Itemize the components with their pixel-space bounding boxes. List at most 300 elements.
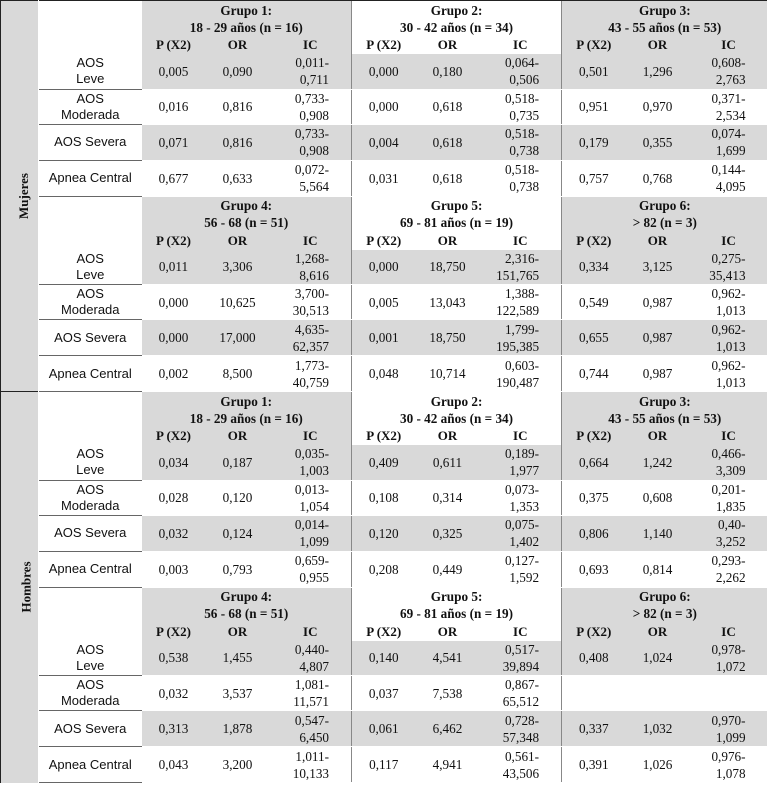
ci-upper: 1,977	[509, 463, 540, 479]
table-body	[1, 1, 767, 783]
table-row	[1, 551, 767, 587]
column-header: IC	[690, 427, 767, 445]
row-label	[39, 551, 142, 587]
row-label-line: Apnea Central	[48, 561, 132, 576]
row-label-line: AOS	[76, 677, 104, 692]
ci-upper: 1,078	[715, 765, 746, 781]
p-value-cell: 0,117	[352, 747, 416, 783]
ci-lower: 0,547-	[294, 712, 329, 728]
row-label	[39, 747, 142, 783]
ci-upper: 1,099	[299, 534, 329, 549]
confidence-interval-cell	[270, 551, 352, 587]
ci-lower: 0,466-	[711, 446, 746, 462]
column-header: OR	[206, 232, 270, 250]
ci-upper: 1,402	[509, 534, 540, 549]
table-row	[1, 711, 767, 747]
ci-lower: 0,603-	[504, 357, 540, 373]
group-header-row	[1, 1, 767, 37]
p-value-cell: 0,016	[142, 89, 206, 124]
group-title: Grupo 1:	[220, 2, 273, 18]
p-value-cell: 0,034	[142, 445, 206, 480]
ci-lower: 1,799-	[504, 321, 540, 337]
confidence-interval-cell	[690, 445, 767, 480]
group-header	[562, 1, 767, 37]
confidence-interval-cell	[690, 250, 767, 285]
odds-ratio-cell: 1,878	[206, 711, 270, 747]
ci-lower: 1,268-	[294, 250, 329, 266]
ci-upper: 2,262	[715, 570, 746, 585]
p-value-cell: 0,002	[142, 356, 206, 392]
column-header: IC	[270, 623, 352, 641]
column-header: P (X2)	[562, 427, 626, 445]
confidence-interval-cell	[270, 480, 352, 515]
confidence-interval-cell	[270, 641, 352, 676]
p-value-cell	[562, 676, 626, 711]
table-row	[1, 54, 767, 89]
row-label-line: AOS Severa	[54, 525, 127, 540]
ci-upper: 0,738	[509, 143, 540, 158]
ci-lower: 0,728-	[504, 712, 540, 728]
corner-blank	[39, 587, 142, 641]
odds-ratio-cell: 0,816	[206, 124, 270, 160]
confidence-interval-cell	[480, 356, 562, 392]
confidence-interval-cell	[690, 160, 767, 196]
group-range: 43 - 55 años (n = 53)	[608, 410, 722, 426]
confidence-interval-cell	[270, 747, 352, 783]
column-header: OR	[206, 427, 270, 445]
group-title: Grupo 2:	[430, 393, 483, 409]
group-header	[562, 196, 767, 232]
odds-ratio-cell: 1,140	[626, 515, 690, 551]
p-value-cell: 0,005	[352, 285, 416, 320]
row-label	[39, 89, 142, 124]
odds-ratio-cell: 0,090	[206, 54, 270, 89]
p-value-cell: 0,000	[142, 285, 206, 320]
ci-lower: 0,659-	[294, 553, 329, 568]
confidence-interval-cell	[480, 515, 562, 551]
group-range: 69 - 81 años (n = 19)	[400, 215, 514, 230]
confidence-interval-cell	[480, 320, 562, 356]
column-header: IC	[480, 623, 562, 641]
table-row	[1, 747, 767, 783]
row-label-line: AOS Severa	[54, 134, 127, 149]
confidence-interval-cell	[270, 356, 352, 392]
odds-ratio-cell: 0,793	[206, 551, 270, 587]
ci-lower: 0,013-	[294, 481, 329, 497]
confidence-interval-cell	[690, 89, 767, 124]
row-label	[39, 160, 142, 196]
corner-blank	[39, 1, 142, 55]
row-label-line: AOS	[76, 446, 104, 462]
section-label-cell	[1, 392, 39, 783]
p-value-cell: 0,032	[142, 515, 206, 551]
p-value-cell: 0,120	[352, 515, 416, 551]
group-range: 56 - 68 (n = 51)	[204, 215, 289, 230]
group-title: Grupo 3:	[638, 393, 691, 409]
ci-lower: 0,275-	[711, 250, 746, 266]
ci-lower: 0,011-	[295, 55, 329, 71]
column-header: OR	[626, 427, 690, 445]
confidence-interval-cell	[270, 89, 352, 124]
table-row	[1, 250, 767, 285]
confidence-interval-cell	[690, 551, 767, 587]
odds-ratio-cell: 7,538	[416, 676, 480, 711]
odds-ratio-cell: 8,500	[206, 356, 270, 392]
p-value-cell: 0,003	[142, 551, 206, 587]
row-label	[39, 445, 142, 480]
confidence-interval-cell	[480, 54, 562, 89]
column-header: P (X2)	[352, 623, 416, 641]
ci-lower: 0,064-	[504, 55, 540, 71]
row-label-line: AOS Severa	[54, 329, 127, 345]
ci-lower: 4,635-	[294, 321, 329, 337]
ci-lower: 0,518-	[504, 162, 540, 177]
ci-upper: 0,711	[299, 72, 329, 88]
ci-upper: 4,807	[299, 658, 329, 674]
row-label-line: AOS	[76, 250, 104, 266]
table-row	[1, 356, 767, 392]
p-value-cell: 0,071	[142, 124, 206, 160]
odds-ratio-cell: 0,187	[206, 445, 270, 480]
ci-upper: 3,309	[715, 463, 746, 479]
ci-lower: 0,072-	[294, 162, 329, 177]
group-range: 30 - 42 años (n = 34)	[400, 410, 514, 426]
row-label-line: AOS	[76, 55, 104, 71]
ci-upper: 122,589	[496, 303, 540, 318]
table-row	[1, 676, 767, 711]
column-header: P (X2)	[352, 427, 416, 445]
group-header-row	[1, 587, 767, 623]
odds-ratio-cell: 0,768	[626, 160, 690, 196]
confidence-interval-cell	[690, 515, 767, 551]
p-value-cell: 0,001	[352, 320, 416, 356]
ci-upper: 6,450	[299, 729, 329, 745]
p-value-cell: 0,501	[562, 54, 626, 89]
ci-lower: 0,962-	[711, 321, 746, 337]
ci-lower: 0,976-	[711, 748, 746, 764]
ci-upper: 4,095	[715, 179, 746, 194]
table-row	[1, 89, 767, 124]
row-label	[39, 480, 142, 515]
group-range: 18 - 29 años (n = 16)	[189, 410, 303, 426]
confidence-interval-cell	[270, 445, 352, 480]
confidence-interval-cell	[480, 160, 562, 196]
p-value-cell: 0,208	[352, 551, 416, 587]
row-label-line: AOS	[76, 641, 104, 657]
odds-ratio-cell: 13,043	[416, 285, 480, 320]
odds-ratio-cell: 0,120	[206, 480, 270, 515]
column-header: OR	[626, 232, 690, 250]
confidence-interval-cell	[270, 676, 352, 711]
table-row	[1, 641, 767, 676]
odds-ratio-cell: 6,462	[416, 711, 480, 747]
table-row	[1, 320, 767, 356]
ci-upper: 0,735	[509, 107, 540, 123]
column-header: IC	[270, 427, 352, 445]
odds-ratio-cell: 0,618	[416, 89, 480, 124]
ci-lower: 0,293-	[711, 553, 746, 568]
confidence-interval-cell	[270, 320, 352, 356]
row-label	[39, 320, 142, 356]
row-label-line: Moderada	[60, 106, 120, 122]
odds-ratio-cell: 10,625	[206, 285, 270, 320]
p-value-cell: 0,408	[562, 641, 626, 676]
row-label-line: Leve	[76, 71, 105, 87]
ci-upper: 40,759	[292, 374, 329, 390]
odds-ratio-cell: 18,750	[416, 320, 480, 356]
p-value-cell: 0,334	[562, 250, 626, 285]
column-header: P (X2)	[352, 36, 416, 54]
row-label-line: Apnea Central	[48, 170, 132, 185]
odds-ratio-cell: 0,449	[416, 551, 480, 587]
ci-lower: 3,700-	[294, 286, 329, 301]
row-label	[39, 356, 142, 392]
confidence-interval-cell	[690, 747, 767, 783]
odds-ratio-cell: 0,180	[416, 54, 480, 89]
ci-upper: 195,385	[496, 338, 540, 354]
ci-upper: 30,513	[292, 303, 329, 318]
row-label-line: AOS	[76, 90, 104, 106]
ci-upper: 1,013	[715, 374, 746, 390]
column-header: P (X2)	[562, 623, 626, 641]
group-title: Grupo 3:	[638, 2, 691, 18]
odds-ratio-cell: 0,355	[626, 124, 690, 160]
row-label-line: AOS	[76, 286, 104, 301]
column-header: OR	[416, 36, 480, 54]
ci-lower: 0,962-	[711, 286, 746, 301]
group-header	[352, 196, 562, 232]
odds-ratio-cell: 0,814	[626, 551, 690, 587]
p-value-cell: 0,000	[352, 54, 416, 89]
group-header	[142, 196, 352, 232]
confidence-interval-cell	[690, 676, 767, 711]
row-label	[39, 711, 142, 747]
confidence-interval-cell	[480, 445, 562, 480]
odds-ratio-cell: 3,306	[206, 250, 270, 285]
column-header: OR	[206, 623, 270, 641]
ci-upper: 0,506	[509, 72, 540, 88]
group-header	[352, 1, 562, 37]
confidence-interval-cell	[480, 124, 562, 160]
confidence-interval-cell	[270, 711, 352, 747]
group-title: Grupo 6:	[638, 198, 691, 213]
column-header: P (X2)	[142, 623, 206, 641]
odds-ratio-cell: 0,611	[416, 445, 480, 480]
row-label-line: Leve	[76, 266, 105, 282]
ci-upper: 1,013	[715, 303, 746, 318]
ci-lower: 0,962-	[711, 357, 746, 373]
ci-lower: 0,014-	[294, 517, 329, 532]
p-value-cell: 0,744	[562, 356, 626, 392]
column-header: IC	[480, 427, 562, 445]
p-value-cell: 0,108	[352, 480, 416, 515]
section-label: Mujeres	[15, 173, 31, 219]
p-value-cell: 0,000	[352, 89, 416, 124]
confidence-interval-cell	[480, 711, 562, 747]
column-header: OR	[206, 36, 270, 54]
ci-upper: 1,592	[509, 570, 540, 585]
row-label	[39, 124, 142, 160]
group-title: Grupo 4:	[220, 589, 273, 604]
row-label	[39, 515, 142, 551]
group-title: Grupo 2:	[430, 2, 483, 18]
group-title: Grupo 6:	[638, 589, 691, 604]
ci-upper: 1,699	[715, 143, 746, 158]
confidence-interval-cell	[690, 641, 767, 676]
ci-upper: 1,353	[509, 498, 540, 514]
column-header: IC	[690, 623, 767, 641]
ci-upper: 2,763	[715, 72, 746, 88]
ci-lower: 0,440-	[294, 641, 329, 657]
odds-ratio-cell: 0,608	[626, 480, 690, 515]
ci-lower: 0,517-	[504, 641, 540, 657]
row-label	[39, 676, 142, 711]
row-label-line: Leve	[76, 657, 105, 673]
odds-ratio-cell: 0,124	[206, 515, 270, 551]
row-label	[39, 250, 142, 285]
ci-upper: 8,616	[299, 267, 329, 283]
table-row	[1, 285, 767, 320]
p-value-cell: 0,757	[562, 160, 626, 196]
ci-upper: 1,072	[715, 658, 746, 674]
odds-ratio-cell: 1,296	[626, 54, 690, 89]
ci-lower: 0,608-	[711, 55, 746, 71]
confidence-interval-cell	[480, 285, 562, 320]
ci-upper: 2,534	[715, 107, 746, 123]
odds-ratio-cell: 1,026	[626, 747, 690, 783]
ci-upper: 1,013	[715, 338, 746, 354]
p-value-cell: 0,391	[562, 747, 626, 783]
ci-lower: 0,127-	[504, 553, 540, 568]
column-header: P (X2)	[352, 232, 416, 250]
ci-lower: 0,074-	[711, 126, 746, 141]
group-range: 18 - 29 años (n = 16)	[189, 19, 303, 35]
confidence-interval-cell	[270, 515, 352, 551]
p-value-cell: 0,011	[142, 250, 206, 285]
ci-upper: 1,003	[299, 463, 329, 479]
column-header: P (X2)	[142, 232, 206, 250]
column-header: IC	[480, 232, 562, 250]
ci-lower: 2,316-	[504, 250, 540, 266]
odds-ratio-cell: 4,541	[416, 641, 480, 676]
group-header	[352, 587, 562, 623]
p-value-cell: 0,375	[562, 480, 626, 515]
row-label	[39, 54, 142, 89]
p-value-cell: 0,000	[142, 320, 206, 356]
column-header: P (X2)	[142, 36, 206, 54]
group-title: Grupo 5:	[430, 198, 483, 213]
row-label-line: Apnea Central	[48, 756, 132, 772]
confidence-interval-cell	[690, 320, 767, 356]
ci-upper: 11,571	[293, 694, 329, 709]
p-value-cell: 0,549	[562, 285, 626, 320]
ci-lower: 0,518-	[504, 126, 540, 141]
p-value-cell: 0,664	[562, 445, 626, 480]
p-value-cell: 0,951	[562, 89, 626, 124]
ci-lower: 0,144-	[711, 162, 746, 177]
group-range: 43 - 55 años (n = 53)	[608, 19, 722, 35]
column-header: OR	[626, 36, 690, 54]
group-range: 30 - 42 años (n = 34)	[400, 19, 514, 35]
odds-ratio-cell: 0,987	[626, 356, 690, 392]
column-header: IC	[480, 36, 562, 54]
ci-lower: 0,733-	[294, 90, 329, 106]
p-value-cell: 0,037	[352, 676, 416, 711]
group-range: > 82 (n = 3)	[632, 215, 697, 230]
ci-lower: 1,388-	[504, 286, 540, 301]
group-header	[142, 392, 352, 428]
p-value-cell: 0,004	[352, 124, 416, 160]
p-value-cell: 0,179	[562, 124, 626, 160]
confidence-interval-cell	[690, 285, 767, 320]
ci-upper: 0,908	[299, 143, 329, 158]
odds-ratio-cell: 0,987	[626, 285, 690, 320]
p-value-cell: 0,048	[352, 356, 416, 392]
ci-upper: 43,506	[502, 765, 540, 781]
table-row	[1, 515, 767, 551]
group-header	[142, 587, 352, 623]
odds-ratio-cell: 1,242	[626, 445, 690, 480]
odds-ratio-cell: 10,714	[416, 356, 480, 392]
group-range: > 82 (n = 3)	[632, 606, 697, 621]
confidence-interval-cell	[480, 747, 562, 783]
confidence-interval-cell	[690, 54, 767, 89]
confidence-interval-cell	[690, 711, 767, 747]
ci-upper: 0,908	[299, 107, 329, 123]
section-label: Hombres	[18, 561, 34, 613]
confidence-interval-cell	[480, 551, 562, 587]
group-header-row	[1, 392, 767, 428]
p-value-cell: 0,140	[352, 641, 416, 676]
column-header: OR	[626, 623, 690, 641]
p-value-cell: 0,337	[562, 711, 626, 747]
column-header: IC	[690, 232, 767, 250]
confidence-interval-cell	[480, 250, 562, 285]
odds-ratio-cell: 1,024	[626, 641, 690, 676]
confidence-interval-cell	[690, 124, 767, 160]
row-label-line: Leve	[76, 462, 105, 478]
ci-lower: 0,970-	[711, 712, 746, 728]
ci-lower: 0,201-	[711, 481, 746, 497]
odds-ratio-cell: 1,032	[626, 711, 690, 747]
p-value-cell: 0,031	[352, 160, 416, 196]
odds-ratio-cell: 3,200	[206, 747, 270, 783]
odds-ratio-cell: 4,941	[416, 747, 480, 783]
ci-upper: 39,894	[502, 658, 540, 674]
table-row	[1, 160, 767, 196]
column-header: IC	[270, 36, 352, 54]
confidence-interval-cell	[480, 89, 562, 124]
confidence-interval-cell	[690, 356, 767, 392]
corner-blank	[39, 196, 142, 250]
ci-lower: 0,733-	[294, 126, 329, 141]
odds-ratio-cell: 3,125	[626, 250, 690, 285]
column-header: IC	[690, 36, 767, 54]
row-label-line: Moderada	[60, 497, 120, 513]
ci-lower: 0,561-	[504, 748, 540, 764]
ci-upper: 0,955	[299, 570, 329, 585]
p-value-cell: 0,538	[142, 641, 206, 676]
row-label-line: AOS Severa	[54, 720, 127, 736]
column-header: OR	[416, 623, 480, 641]
ci-upper: 0,738	[509, 179, 540, 194]
group-header	[562, 392, 767, 428]
odds-ratio-cell: 0,618	[416, 160, 480, 196]
ci-upper: 190,487	[496, 374, 540, 390]
odds-ratio-cell: 17,000	[206, 320, 270, 356]
confidence-interval-cell	[690, 480, 767, 515]
ci-upper: 62,357	[292, 338, 329, 354]
